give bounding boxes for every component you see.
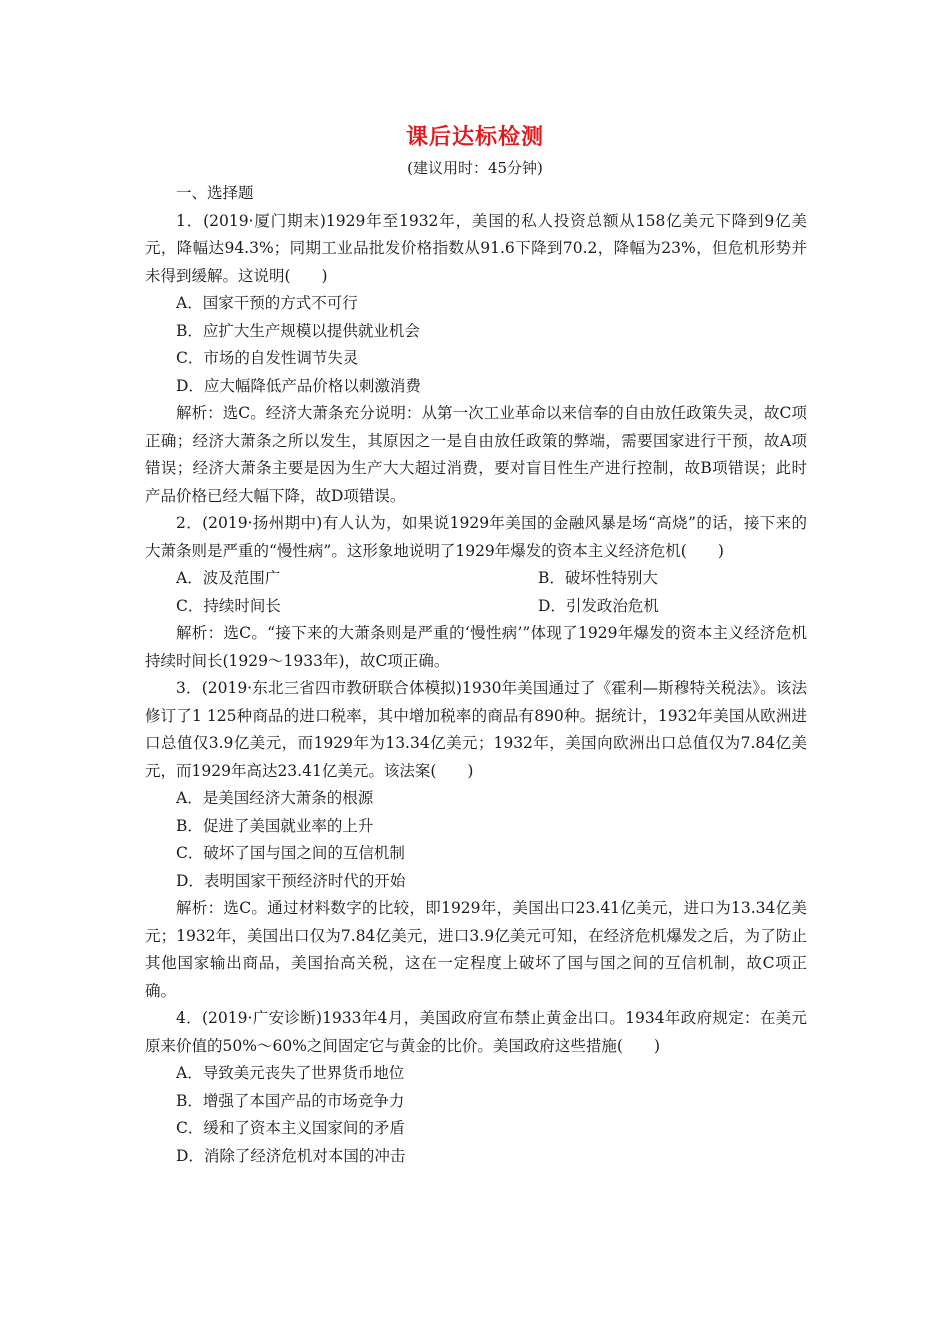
option-1b: B．应扩大生产规模以提供就业机会: [176, 321, 420, 340]
option-4d: D．消除了经济危机对本国的冲击: [176, 1146, 406, 1165]
option-row-2ab: [145, 565, 807, 593]
page-title: 课后达标检测: [405, 125, 544, 150]
question-stem-3: 3．(2019·东北三省四市教研联合体模拟)1930年美国通过了《霍利—斯穆特关税法》。该法修订了1 125种商品的进口税率，其中增加税率的商品有890种。据统计，1932年美国从欧洲进口总值仅3.9亿美元，而1929年为13.34亿美元；1932年，美国向欧洲出口总值仅为7.84亿美元，而1929年高达23.41亿美元。该法案( ): [145, 679, 807, 780]
option-1c: C．市场的自发性调节失灵: [176, 349, 359, 367]
option-1d: D．应大幅降低产品价格以刺激消费: [176, 376, 421, 395]
option-3c: C．破坏了国与国之间的互信机制: [176, 844, 405, 862]
option-3a: A．是美国经济大萧条的根源: [176, 789, 374, 807]
option-2a: A．波及范围广: [176, 569, 281, 587]
page-subtitle: (建议用时：45分钟): [407, 159, 543, 177]
option-row-2cd: [145, 593, 807, 621]
question-stem-1: 1．(2019·厦门期末)1929年至1932年，美国的私人投资总额从158亿美元下降到9亿美元，降幅达94.3%；同期工业品批发价格指数从91.6下降到70.2，降幅为23%，但危机形势并未得到缓解。这说明( ): [145, 211, 807, 285]
option-1a: A．国家干预的方式不可行: [176, 294, 358, 312]
analysis-3: 解析：选C。通过材料数字的比较，即1929年，美国出口23.41亿美元，进口为13.34亿美元；1932年，美国出口仅为7.84亿美元，进口3.9亿美元可知，在经济危机爆发之后，为了防止其他国家输出商品，美国抬高关税，这在一定程度上破坏了国与国之间的互信机制，故C项正确。: [145, 899, 807, 1000]
option-2b: B．破坏性特别大: [538, 569, 658, 587]
option-4a: A．导致美元丧失了世界货币地位: [176, 1064, 405, 1082]
option-3d: D．表明国家干预经济时代的开始: [176, 871, 406, 890]
option-2d: D．引发政治危机: [538, 596, 659, 615]
option-4c: C．缓和了资本主义国家间的矛盾: [176, 1119, 405, 1137]
option-2c: C．持续时间长: [176, 596, 281, 615]
section-heading: 一、选择题: [176, 184, 254, 202]
analysis-1: 解析：选C。经济大萧条充分说明：从第一次工业革命以来信奉的自由放任政策失灵，故C项正确；经济大萧条之所以发生，其原因之一是自由放任政策的弊端，需要国家进行干预，故A项错误；经济大萧条主要是因为生产大大超过消费，要对盲目性生产进行控制，故B项错误；此时产品价格已经大幅下降，故D项错误。: [145, 404, 807, 505]
document-body: [145, 180, 807, 1170]
question-stem-2: 2．(2019·扬州期中)有人认为，如果说1929年美国的金融风暴是场“高烧”的话，接下来的大萧条则是严重的“慢性病”。这形象地说明了1929年爆发的资本主义经济危机( ): [145, 514, 807, 560]
option-4b: B．增强了本国产品的市场竞争力: [176, 1091, 405, 1110]
analysis-2: 解析：选C。“接下来的大萧条则是严重的‘慢性病’”体现了1929年爆发的资本主义经济危机持续时间长(1929～1933年)，故C项正确。: [145, 624, 807, 670]
option-3b: B．促进了美国就业率的上升: [176, 816, 374, 835]
question-stem-4: 4．(2019·广安诊断)1933年4月，美国政府宣布禁止黄金出口。1934年政府规定：在美元原来价值的50%～60%之间固定它与黄金的比价。美国政府这些措施( ): [145, 1009, 807, 1055]
